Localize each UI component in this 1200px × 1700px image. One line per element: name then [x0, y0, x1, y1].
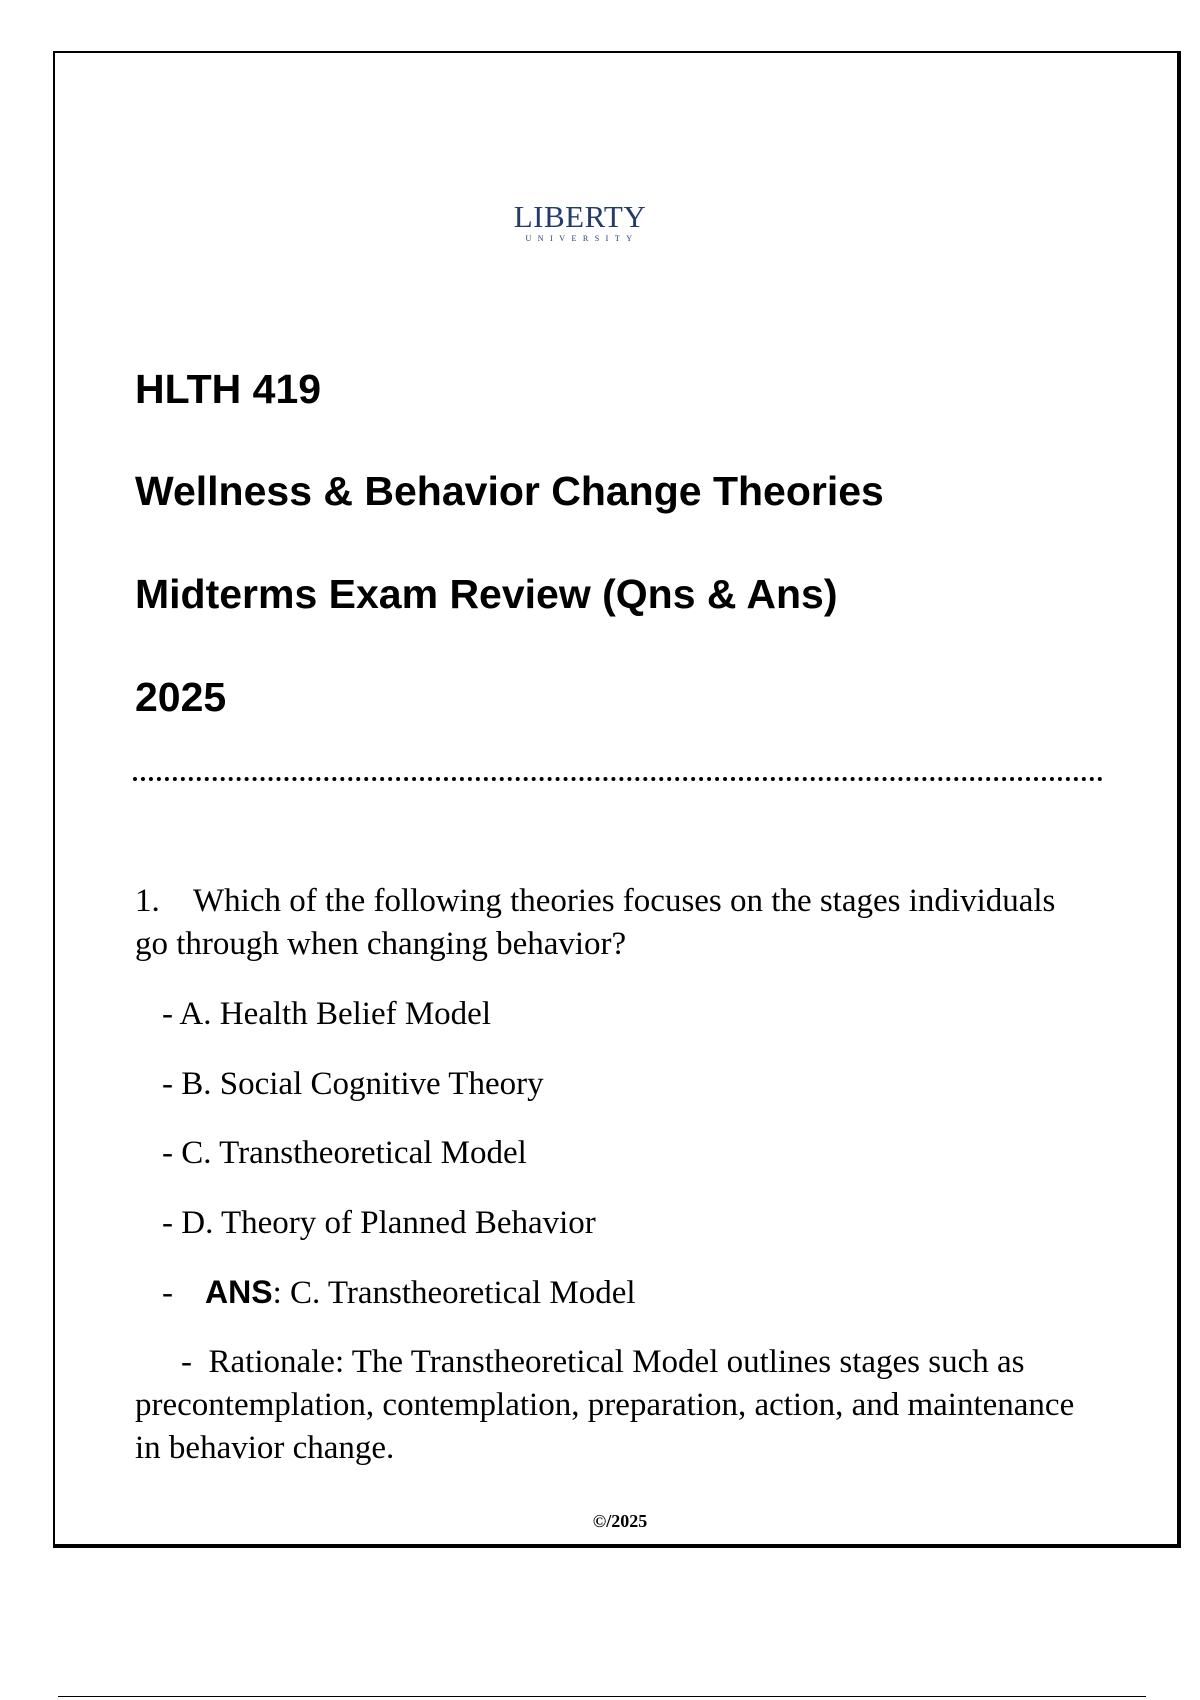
course-code: HLTH 419 [135, 366, 322, 412]
logo-wordmark: LIBERTY [513, 199, 647, 234]
page-bottom-rule [58, 1696, 1146, 1697]
option-c: - C. Transtheoretical Model [162, 1135, 527, 1171]
option-a: - A. Health Belief Model [162, 996, 492, 1032]
page-frame [53, 51, 1181, 1548]
answer-text: : C. Transtheoretical Model [272, 1275, 636, 1311]
option-d: - D. Theory of Planned Behavior [162, 1205, 596, 1241]
copyright-footer: ©/2025 [592, 1511, 648, 1531]
rationale-text: Rationale: The Transtheoretical Model outlines stages such as precontemplation, contemplation, preparation, action, and maintenance in behavior change. [135, 1344, 1075, 1466]
rationale-dash: - [181, 1344, 192, 1380]
document-year: 2025 [135, 674, 227, 720]
option-b: - B. Social Cognitive Theory [162, 1066, 544, 1102]
university-logo [455, 200, 705, 244]
question-number: 1. [135, 883, 160, 919]
document-title: Wellness & Behavior Change Theories [135, 468, 884, 514]
dotted-divider [133, 777, 1103, 781]
question-text: Which of the following theories focuses on the stages individuals go through when changing behavior? [135, 883, 1056, 962]
answer-dash: - [162, 1275, 173, 1311]
rationale [135, 1341, 1095, 1470]
answer-label: ANS [205, 1274, 273, 1310]
answer-line [162, 1271, 636, 1315]
document-subtitle: Midterms Exam Review (Qns & Ans) [135, 571, 838, 617]
question-1 [135, 880, 1085, 966]
logo-subtext: UNIVERSITY [525, 234, 639, 243]
